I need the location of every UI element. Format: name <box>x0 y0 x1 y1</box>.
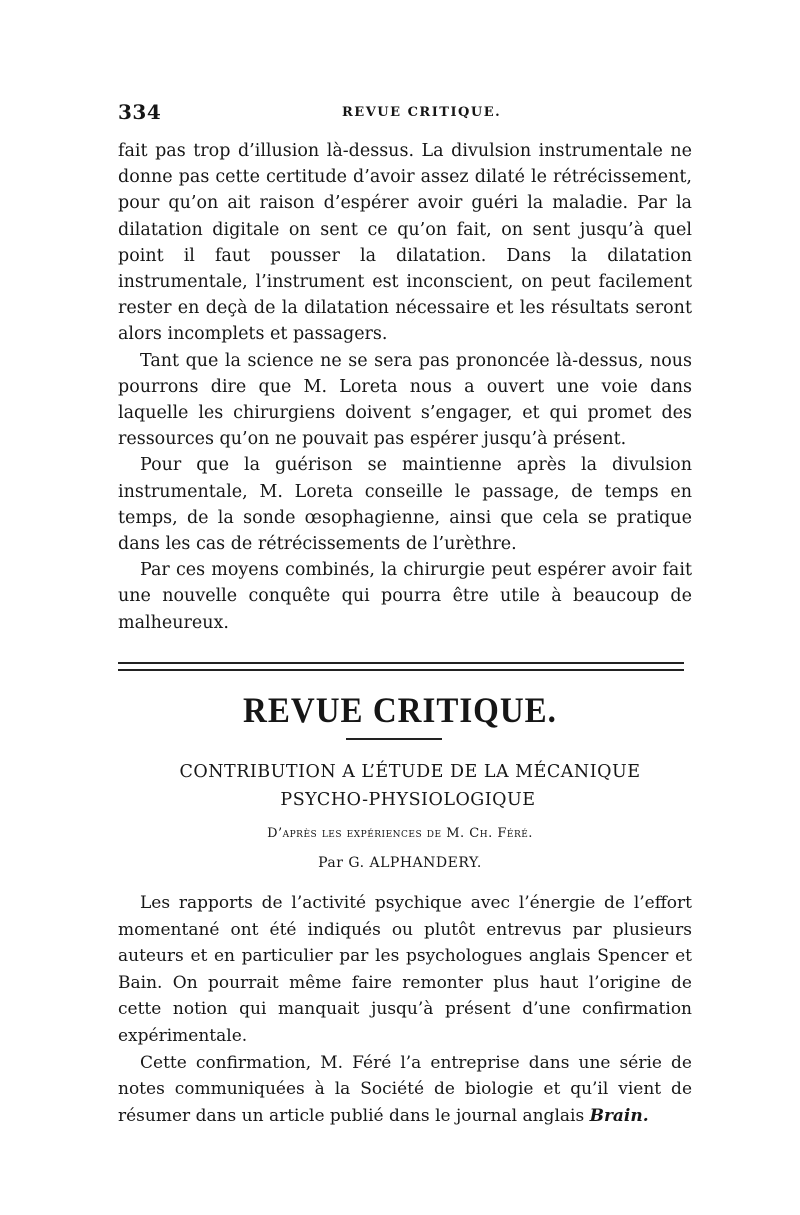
paragraph: Tant que la science ne se sera pas prononcée là-dessus, nous pourrons dire que M. Loreta nous a ouvert une voie dans laquelle les chirurgiens doivent s’engager, et qui promet des ressources qu’on ne pouvait pas espérer jusqu’à présent. <box>118 350 692 450</box>
byline-prefix: Par <box>318 855 344 871</box>
paragraph: Par ces moyens combinés, la chirurgie peut espérer avoir fait une nouvelle conquête qui pourra être utile à beaucoup de malheureux. <box>118 560 692 633</box>
byline <box>0 855 800 871</box>
section-title: REVUE CRITIQUE. <box>243 691 557 731</box>
article-title-line-2: PSYCHO-PHYSIOLOGIQUE <box>280 790 536 810</box>
previous-article-text <box>118 138 692 636</box>
article-subtitle: D’après les expériences de M. Ch. Féré. <box>267 826 533 841</box>
paragraph-text: Cette confirmation, M. Féré l’a entreprise dans une série de notes communiquées à la Société de biologie et qu’il vient de résumer dans un article publié dans le journal anglais <box>118 1052 692 1126</box>
paragraph <box>118 1050 692 1130</box>
article-text <box>118 890 692 1129</box>
author-name: G. ALPHANDERY. <box>348 855 482 871</box>
page-header <box>118 100 692 130</box>
paragraph: Pour que la guérison se maintienne après la divulsion instrumentale, M. Loreta conseille le passage, de temps en temps, de la sonde œsophagienne, ainsi que cela se pratique dans les cas de rétrécissements de l’urèthre. <box>118 455 692 555</box>
paragraph: Les rapports de l’activité psychique avec l’énergie de l’effort momentané ont été indiqués ou plutôt entrevus par plusieurs auteurs et en particulier par les psychologues anglais Spencer et Bain. On pourrait même faire remonter plus haut l’origine de cette notion qui manquait jusqu’à présent d’une confirmation expérimentale. <box>118 893 692 1046</box>
section-divider <box>118 662 684 671</box>
article-title-line-1: CONTRIBUTION A L’ÉTUDE DE LA MÉCANIQUE <box>179 762 641 782</box>
title-rule <box>346 738 442 740</box>
paragraph: fait pas trop d’illusion là-dessus. La divulsion instrumentale ne donne pas cette certitude d’avoir assez dilaté le rétrécissement, pour qu’on ait raison d’espérer avoir guéri la maladie. Par la dilatation digitale on sent ce qu’on fait, on sent jusqu’à quel point il faut pousser la dilatation. Dans la dilatation instrumentale, l’instrument est inconscient, on peut facilement rester en deçà de la dilatation nécessaire et les résultats seront alors incomplets et passagers. <box>118 141 692 345</box>
page-number: 334 <box>118 100 162 124</box>
journal-name: Brain. <box>589 1105 649 1126</box>
running-head: REVUE CRITIQUE. <box>342 105 502 120</box>
